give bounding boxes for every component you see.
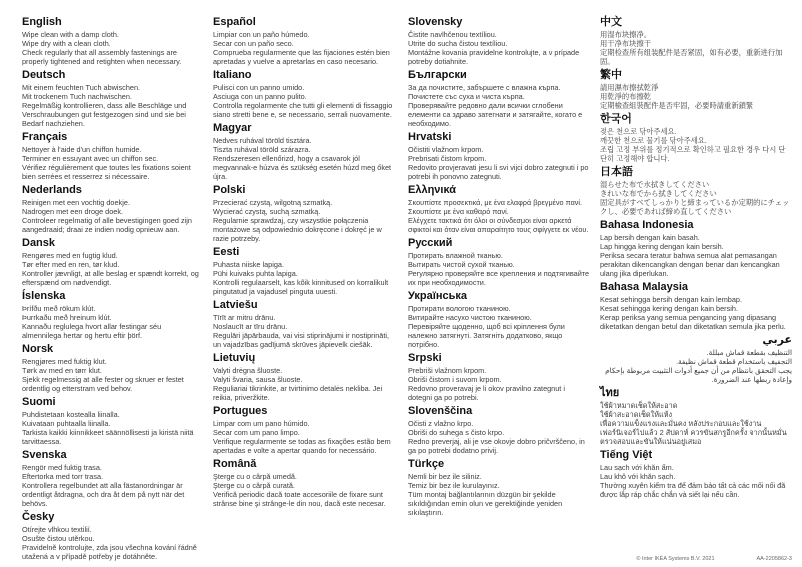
instruction-line: Проверявайте редовно дали всички сглобени елементи са здраво затегнати и затягайте, когато е необходимо.: [408, 101, 583, 128]
instruction-line: Osušte čistou utěrkou.: [22, 534, 95, 543]
language-section: [408, 131, 590, 181]
language-section: [408, 352, 590, 402]
language-heading: 繁中: [600, 69, 622, 81]
instruction-line: 用干净布块擦干: [600, 39, 652, 48]
instruction-line: Kesat sehingga bersih dengan kain lembap.: [600, 295, 742, 304]
instruction-line: Mit einem feuchten Tuch abwischen.: [22, 83, 141, 92]
language-heading: Svenska: [22, 449, 67, 461]
language-heading: Magyar: [213, 122, 252, 134]
language-heading: Bahasa Indonesia: [600, 219, 694, 231]
language-heading: Nederlands: [22, 184, 82, 196]
language-heading: Lietuvių: [213, 352, 256, 364]
instruction-line: Temiz bir bez ile kurulayınız.: [408, 481, 500, 490]
instruction-line: 젖은 천으로 닦아주세요.: [600, 127, 677, 136]
instruction-line: Lau sạch với khăn ẩm.: [600, 463, 674, 472]
language-heading: Slovenščina: [408, 405, 473, 417]
instruction-line: Rengøres med en fugtig klud.: [22, 251, 118, 260]
language-section: [22, 343, 202, 393]
instruction-line: 定期检查所有组装配件是否紧固，如有必要，重新进行加固。: [600, 48, 783, 66]
instruction-line: Asciuga con un panno pulito.: [213, 92, 307, 101]
instruction-line: ใช้ผ้าสะอาดเช็ดให้แห้ง: [600, 410, 673, 419]
instruction-line: Vérifiez régulièrement que toutes les fixations soient bien serrées et resserrez si nécessaire.: [22, 163, 191, 181]
language-heading: ไทย: [600, 387, 620, 399]
instruction-line: Kontroller jævnligt, at alle beslag er spændt korrekt, og efterspænd om nødvendigt.: [22, 269, 199, 287]
instruction-line: Витирайте насухо чистою тканиною.: [408, 313, 532, 322]
instruction-line: Kesat sehingga kering dengan kain bersih.: [600, 304, 738, 313]
instruction-line: За да почистите, забършете с влажна кърпа.: [408, 83, 561, 92]
instruction-line: Prebrisati čistom krpom.: [408, 154, 487, 163]
language-heading: Български: [408, 69, 467, 81]
instruction-line: Prebriši vlažnom krpom.: [408, 366, 487, 375]
instruction-line: Wycierać czystą, suchą szmatką.: [213, 207, 321, 216]
instruction-line: เพื่อความแข็งแรงและมั่นคง หลังประกอบและใช้งานเฟอร์นิเจอร์ไปแล้ว 2 สัปดาห์ ควรขันสกรูอีกครั้ง จากนั้นหมั่นตรวจสอบและขันให้แน่นอยู่เสมอ: [600, 419, 787, 446]
instruction-line: Wipe dry with a clean cloth.: [22, 39, 111, 48]
language-section: [22, 16, 202, 66]
language-heading: عربي: [762, 334, 792, 346]
instruction-line: Wipe clean with a damp cloth.: [22, 30, 119, 39]
instruction-line: Nemli bir bez ile siliniz.: [408, 472, 482, 481]
instruction-line: Check regularly that all assembly fastenings are properly tightened and retighten when necessary.: [22, 48, 182, 66]
instruction-line: Nedves ruhával töröld tisztára.: [213, 136, 312, 145]
instruction-line: Lap hingga kering dengan kain bersih.: [600, 242, 724, 251]
language-heading: 中文: [600, 16, 622, 28]
language-section: [600, 166, 792, 216]
instruction-line: Pravidelně kontrolujte, zda jsou všechna kování řádně utažená a v případě potřeby je dotáhněte.: [22, 543, 197, 561]
instruction-line: Σκουπίστε προσεκτικά, με ένα ελαφρά βρεγμένο πανί.: [408, 198, 583, 207]
language-section: [600, 16, 792, 66]
language-column-3: [408, 13, 590, 520]
instruction-line: Utrite do sucha čistou textíliou.: [408, 39, 508, 48]
language-heading: Bahasa Malaysia: [600, 281, 689, 293]
instruction-line: Σκουπίστε με ένα καθαρό πανί.: [408, 207, 509, 216]
instruction-line: Tüm montaj bağlantılarının düzgün bir şekilde sıkıldığından emin olun ve gerektiğinde yeniden sıkılaştırın.: [408, 490, 563, 517]
instruction-line: Şterge cu o cârpă umedă.: [213, 472, 297, 481]
language-section: [408, 237, 590, 287]
language-heading: 한국어: [600, 113, 632, 125]
language-column-1: [22, 13, 202, 564]
instruction-line: Puhdistetaan kostealla liinalla.: [22, 410, 120, 419]
instruction-line: Şterge cu o cârpă curată.: [213, 481, 295, 490]
instruction-line: Periksa secara teratur bahwa semua alat pemasangan perakitan dikencangkan dengan benar dan kencangkan ulang jika diperlukan.: [600, 251, 780, 278]
language-section: [600, 281, 792, 331]
instruction-line: Lau khô với khăn sạch.: [600, 472, 676, 481]
instruction-line: Перевіряйте щоденно, щоб всі кріплення були належно затягнуті. Затягніть додатково, якщо потрібно.: [408, 322, 565, 349]
instruction-line: 定期檢查組裝配件是否牢固，必要時請重新鎖緊: [600, 101, 754, 110]
instruction-line: Reguliariai tikrinkite, ar tvirtinimo detalės nekliba. Jei reikia, priveržkite.: [213, 384, 383, 402]
instruction-line: 用湿布块擦净。: [600, 30, 652, 39]
instruction-line: 用乾淨的布擦乾: [600, 92, 652, 101]
language-section: [213, 246, 395, 296]
instruction-line: Pulisci con un panno umido.: [213, 83, 305, 92]
instruction-line: Montážne kovania pravidelne kontrolujte, a v prípade potreby dotiahnite.: [408, 48, 580, 66]
instruction-line: Terminer en essuyant avec un chiffon sec.: [22, 154, 159, 163]
instruction-line: Rendszeresen ellenőrizd, hogy a csavarok jól megvannak-e húzva és szükség esetén húzd meg őket újra.: [213, 154, 392, 181]
instruction-line: Kontrolli regulaarselt, kas kõik kinnitused on korralikult pingutatud ja vajadusel pinguta uuesti.: [213, 278, 389, 296]
instruction-line: Reinigen met een vochtig doekje.: [22, 198, 130, 207]
language-heading: 日本語: [600, 166, 633, 178]
language-heading: Portugues: [213, 405, 268, 417]
language-section: [408, 184, 590, 234]
language-section: [22, 69, 202, 128]
language-heading: Tiếng Việt: [600, 449, 653, 461]
instruction-line: Regelmäßig kontrollieren, dass alle Beschläge und Verschraubungen gut festgezogen sind und sie bei Bedarf nachziehen.: [22, 101, 187, 128]
instruction-line: 깨끗한 천으로 물기를 닦아주세요.: [600, 136, 707, 145]
instruction-line: Verifică periodic dacă toate accesoriile de fixare sunt strânse bine şi strânge-le din nou, dacă este necesar.: [213, 490, 386, 508]
instruction-line: Redovito provjeravati jesu li svi vijci dobro zategnuti i po potrebi ih ponovno zategnuti.: [408, 163, 589, 181]
language-section: [600, 69, 792, 110]
language-section: [213, 352, 395, 402]
instruction-line: Ελέγχετε τακτικά ότι όλοι οι σύνδεσμοι είναι αρκετά σφικτοί και όταν είναι απαραίτητο τους σφίγγετε εκ νέου.: [408, 216, 589, 234]
instruction-line: きれいな布でから拭きしてください: [600, 189, 717, 198]
language-heading: Íslenska: [22, 290, 66, 302]
instruction-line: Redovno proveravaj je li okov pravilno zategnut i dotegni ga po potrebi.: [408, 384, 565, 402]
instruction-line: Secar con un paño seco.: [213, 39, 294, 48]
instruction-line: Controleer regelmatig of alle bevestigingen goed zijn aangedraaid; draai ze indien nodig opnieuw aan.: [22, 216, 192, 234]
language-column-2: [213, 13, 395, 511]
instruction-line: 固定具がすべてしっかりと締まっているか定期的にチェックし、必要であれば締め直してください: [600, 198, 790, 216]
instruction-line: Puhasta niiske lapiga.: [213, 260, 284, 269]
instruction-line: Valyti drėgna šluoste.: [213, 366, 283, 375]
language-section: [22, 511, 202, 561]
language-section: [408, 290, 590, 349]
instruction-line: Obriši do suhega s čisto krpo.: [408, 428, 505, 437]
instruction-line: Otírejte vlhkou textilií.: [22, 525, 92, 534]
instruction-line: Tør efter med en ren, tør klud.: [22, 260, 120, 269]
instruction-line: Регулярно проверяйте все крепления и подтягивайте их при необходимости.: [408, 269, 590, 287]
instruction-line: 조립 고정 부위를 정기적으로 확인하고 필요한 경우 다시 단단히 고정해야 합니다.: [600, 145, 786, 163]
document-number: AA-2205862-3: [756, 556, 792, 562]
language-section: [22, 396, 202, 446]
instruction-line: Secar com um pano limpo.: [213, 428, 300, 437]
language-heading: Українська: [408, 290, 468, 302]
instruction-line: 請用濕布擦拭乾淨: [600, 83, 659, 92]
language-section: [213, 16, 395, 66]
instruction-line: Вытирать чистой сухой тканью.: [408, 260, 515, 269]
instruction-line: Limpiar con un paño húmedo.: [213, 30, 310, 39]
language-heading: Hrvatski: [408, 131, 452, 143]
instruction-line: ใช้ผ้าหมาดเช็ดให้สะอาด: [600, 401, 678, 410]
instruction-line: Valyti švaria, sausa šluoste.: [213, 375, 303, 384]
instruction-line: Comprueba regularmente que las fijaciones estén bien apretadas y vuelve a apretarlas en caso necesario.: [213, 48, 390, 66]
instruction-line: Tarkista kaikki kiinnikkeet säännöllisesti ja kiristä niitä tarvittaessa.: [22, 428, 194, 446]
language-section: [22, 131, 202, 181]
instruction-line: Kuivataan puhtaalla liinalla.: [22, 419, 111, 428]
instruction-line: Obriši čistom i suvom krpom.: [408, 375, 502, 384]
instruction-line: Kontrollera regelbundet att alla fästanordningar är ordentligt åtdragna, och dra åt dem på nytt när det behövs.: [22, 481, 185, 508]
instruction-line: Tørk av med en tørr klut.: [22, 366, 102, 375]
instruction-line: Regulāri jāpārbauda, vai visi stiprinājumi ir nostiprināti, un vajadzības gadījumā skrūves jāpievelk ciešāk.: [213, 331, 390, 349]
language-column-4: [600, 13, 792, 502]
instruction-line: التنظيف بقطعة قماش مبللة.: [706, 348, 792, 357]
language-heading: English: [22, 16, 62, 28]
footer: [636, 556, 792, 563]
instruction-line: Протирати вологою тканиною.: [408, 304, 511, 313]
instruction-line: Протирать влажной тканью.: [408, 251, 503, 260]
language-section: [213, 299, 395, 349]
language-heading: Polski: [213, 184, 246, 196]
instruction-line: Pühi kuivaks puhta lapiga.: [213, 269, 298, 278]
instruction-line: Eftertorka med torr trasa.: [22, 472, 104, 481]
language-heading: Deutsch: [22, 69, 66, 81]
language-section: [600, 113, 792, 163]
instruction-line: 湿らせた布で水拭きしてください: [600, 180, 710, 189]
language-heading: Türkçe: [408, 458, 445, 470]
instruction-line: Noslaucīt ar tīru drānu.: [213, 322, 288, 331]
instruction-line: Rengjøres med fuktig klut.: [22, 357, 107, 366]
language-heading: Română: [213, 458, 257, 470]
language-section: [600, 387, 792, 446]
language-section: [600, 449, 792, 499]
instruction-line: Čistite navlhčenou textíliou.: [408, 30, 497, 39]
instruction-line: Limpar com um pano húmido.: [213, 419, 310, 428]
language-section: [600, 219, 792, 278]
instruction-line: Očisti z vlažno krpo.: [408, 419, 474, 428]
instruction-line: Mit trockenem Tuch nachwischen.: [22, 92, 132, 101]
language-heading: Français: [22, 131, 68, 143]
copyright-text: © Inter IKEA Systems B.V. 2021: [636, 556, 715, 562]
instruction-line: Regularnie sprawdzaj, czy wszystkie połączenia montażowe są odpowiednio dokręcone i dokręć je w razie potrzeby.: [213, 216, 382, 243]
language-heading: Italiano: [213, 69, 252, 81]
instruction-line: Почистете със суха и чиста кърпа.: [408, 92, 525, 101]
instruction-line: Nettoyer à l'aide d'un chiffon humide.: [22, 145, 142, 154]
instruction-line: Þurrkaðu með hreinum klút.: [22, 313, 112, 322]
language-heading: Latviešu: [213, 299, 258, 311]
instruction-line: Tiszta ruhával töröld szárazra.: [213, 145, 311, 154]
language-section: [213, 69, 395, 119]
language-heading: Česky: [22, 511, 55, 523]
instruction-line: يجب التحقق بانتظام من أن جميع أدوات التثبيت مربوطة بإحكام وإعادة ربطها عند الضرورة.: [605, 366, 792, 384]
instruction-line: Kannaðu reglulega hvort allar festingar séu almennilega hertar og hertu eftir þörf.: [22, 322, 162, 340]
language-section: [408, 16, 590, 66]
language-heading: Русский: [408, 237, 453, 249]
language-section: [213, 405, 395, 455]
language-heading: Dansk: [22, 237, 56, 249]
instruction-line: Þrífðu með rökum klút.: [22, 304, 96, 313]
instruction-line: Kerap periksa yang semua pengancing yang dipasang diketatkan dengan betul dan diketatkan semula jika perlu.: [600, 313, 786, 331]
instruction-line: Thường xuyên kiểm tra để đảm bảo tất cả các mối nối đã được lắp ráp chắc chắn và siết lại nếu cần.: [600, 481, 786, 499]
instruction-line: Rengör med fuktig trasa.: [22, 463, 102, 472]
instruction-line: Lap bersih dengan kain basah.: [600, 233, 700, 242]
instruction-line: Nadrogen met een droge doek.: [22, 207, 124, 216]
language-section: [213, 122, 395, 181]
instruction-line: Verifique regularmente se todas as fixações estão bem apertadas e volte a apertar quando for necessário.: [213, 437, 391, 455]
language-section: [408, 458, 590, 517]
language-heading: Srpski: [408, 352, 442, 364]
language-section: [600, 334, 792, 384]
instruction-line: Controlla regolarmente che tutti gli elementi di fissaggio siano stretti bene e, se necessario, serrali nuovamente.: [213, 101, 393, 119]
language-heading: Español: [213, 16, 256, 28]
language-heading: Suomi: [22, 396, 56, 408]
language-heading: Norsk: [22, 343, 54, 355]
language-heading: Ελληνικά: [408, 184, 456, 196]
instruction-line: Očistiti vlažnom krpom.: [408, 145, 484, 154]
language-section: [408, 405, 590, 455]
language-section: [408, 69, 590, 128]
language-section: [213, 458, 395, 508]
language-section: [22, 449, 202, 508]
language-heading: Slovensky: [408, 16, 463, 28]
language-heading: Eesti: [213, 246, 240, 258]
instruction-line: Redno preverjaj, ali je vse okovje dobro pričvrščeno, in ga po potrebi dodatno privij.: [408, 437, 585, 455]
instruction-line: Sjekk regelmessig at alle fester og skruer er festet ordentlig og etterstram ved behov.: [22, 375, 184, 393]
language-section: [22, 290, 202, 340]
language-section: [22, 237, 202, 287]
language-section: [22, 184, 202, 234]
language-section: [213, 184, 395, 243]
instruction-line: Tīrīt ar mitru drānu.: [213, 313, 276, 322]
instruction-line: Przecierać czystą, wilgotną szmatką.: [213, 198, 333, 207]
instruction-line: التجفيف باستخدام قطعة قماش نظيفة.: [676, 357, 792, 366]
